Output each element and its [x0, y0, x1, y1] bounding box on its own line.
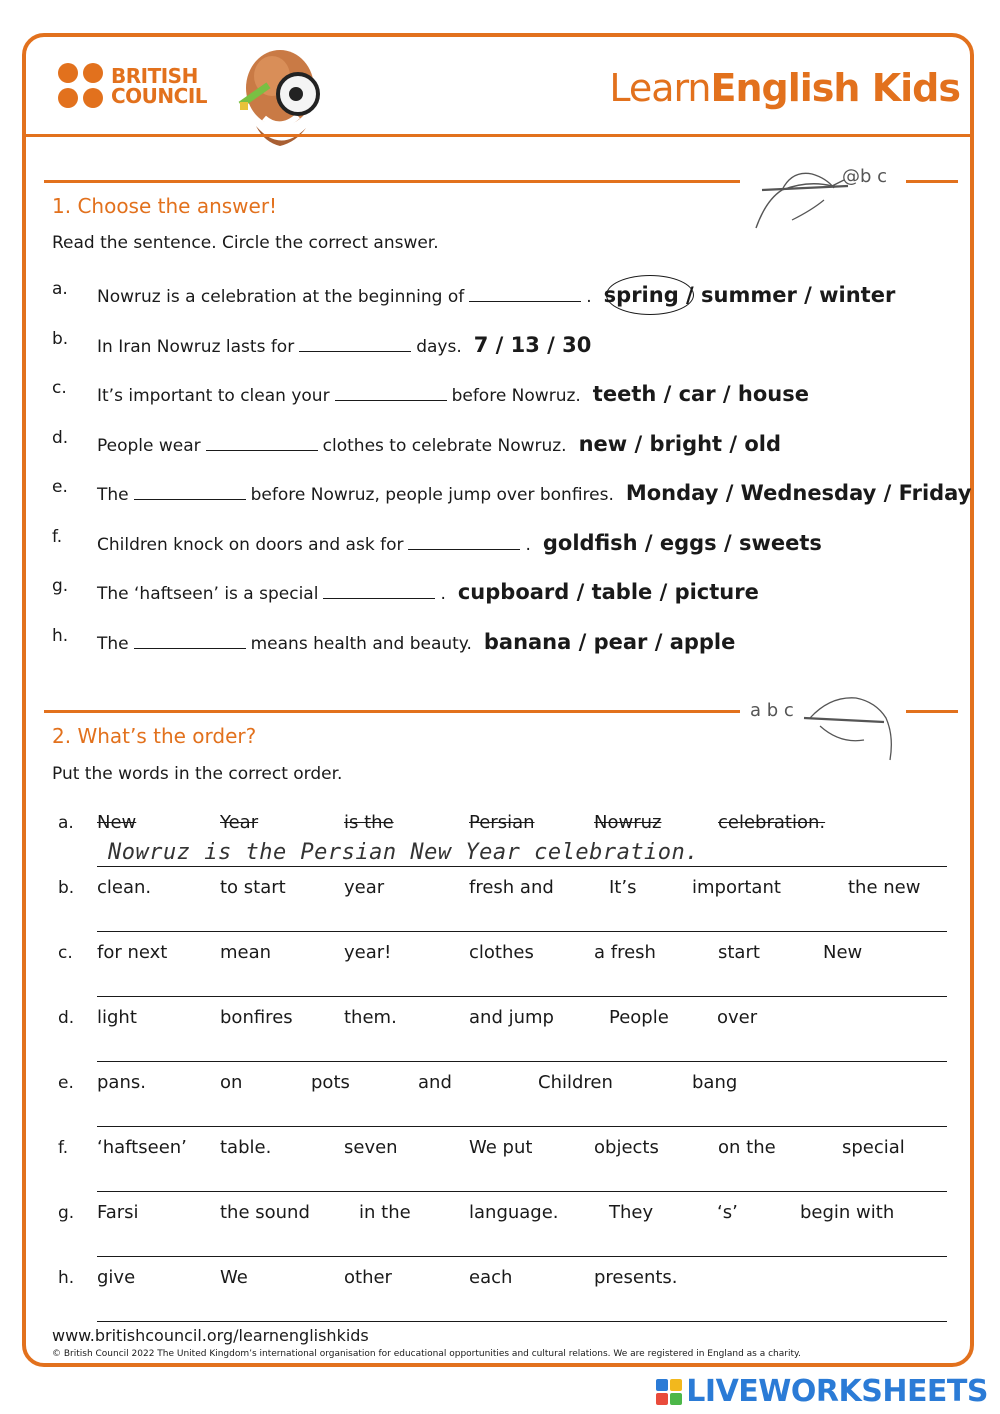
word-chip[interactable]: We: [220, 1267, 248, 1288]
word-chip[interactable]: mean: [220, 942, 272, 963]
word-chip[interactable]: New: [97, 812, 137, 833]
order-row-letter: d.: [58, 1008, 75, 1028]
order-row-letter: f.: [58, 1138, 69, 1158]
word-chip[interactable]: the new: [848, 877, 921, 898]
answer-blank[interactable]: [469, 287, 581, 302]
example-answer: Nowruz is the Persian New Year celebration.: [108, 840, 700, 865]
word-chip[interactable]: clean.: [97, 877, 152, 898]
logo-learn: Learn: [609, 66, 711, 110]
word-chip[interactable]: on: [220, 1072, 243, 1093]
question-text-before: Nowruz is a celebration at the beginning of: [97, 287, 465, 307]
word-chip[interactable]: We put: [469, 1137, 533, 1158]
word-chip[interactable]: begin with: [800, 1202, 895, 1223]
word-chip[interactable]: ‘s’: [717, 1202, 738, 1223]
question-text-after: before Nowruz, people jump over bonfires.: [250, 485, 614, 505]
question-row: [97, 580, 759, 604]
footer-copyright: © British Council 2022 The United Kingdom’s international organisation for educational opportunities and cultural relations. We are registered in England as a charity.: [52, 1349, 801, 1359]
question-row: [97, 432, 781, 456]
logo-english-kids: English Kids: [710, 66, 960, 110]
answer-blank[interactable]: [134, 485, 246, 500]
answer-options[interactable]: spring / summer / winter: [603, 283, 896, 307]
word-chip[interactable]: and jump: [469, 1007, 554, 1028]
brand-line1: BRITISH: [111, 63, 198, 88]
word-chip[interactable]: They: [609, 1202, 654, 1223]
answer-blank[interactable]: [299, 337, 411, 352]
section1-instruction: Read the sentence. Circle the correct answer.: [52, 233, 439, 253]
word-chip[interactable]: objects: [594, 1137, 659, 1158]
word-chip[interactable]: clothes: [469, 942, 534, 963]
section2-hand-letters: a b c: [750, 700, 794, 721]
word-chip[interactable]: Persian: [469, 812, 535, 833]
section1-rule-left: [44, 180, 740, 183]
order-row-letter: a.: [58, 813, 74, 833]
question-row: [97, 382, 809, 406]
word-chip[interactable]: is the: [344, 812, 394, 833]
question-row: [97, 481, 971, 505]
section2-instruction: Put the words in the correct order.: [52, 764, 343, 784]
question-letter: f.: [52, 527, 63, 547]
word-chip[interactable]: a fresh: [594, 942, 656, 963]
word-chip[interactable]: pots: [311, 1072, 350, 1093]
word-chip[interactable]: seven: [344, 1137, 398, 1158]
answer-blank[interactable]: [206, 436, 318, 451]
footer-url[interactable]: www.britishcouncil.org/learnenglishkids: [52, 1326, 369, 1345]
question-letter: a.: [52, 279, 68, 299]
word-chip[interactable]: start: [718, 942, 760, 963]
word-chip[interactable]: and: [418, 1072, 452, 1093]
word-chip[interactable]: to start: [220, 877, 286, 898]
answer-options[interactable]: goldfish / eggs / sweets: [542, 531, 822, 555]
section2-rule-left: [44, 710, 740, 713]
section2-title: 2. What’s the order?: [52, 724, 257, 748]
answer-options[interactable]: teeth / car / house: [592, 382, 809, 406]
answer-line[interactable]: [97, 866, 947, 867]
mascot-magnifier-icon: [236, 46, 332, 154]
question-text-before: People wear: [97, 436, 201, 456]
word-chip[interactable]: pans.: [97, 1072, 146, 1093]
question-text-after: means health and beauty.: [250, 634, 472, 654]
word-chip[interactable]: Nowruz: [594, 812, 662, 833]
word-chip[interactable]: them.: [344, 1007, 397, 1028]
word-chip[interactable]: special: [842, 1137, 905, 1158]
section1-hand-letters: @b c: [842, 166, 888, 187]
order-row-letter: g.: [58, 1203, 75, 1223]
answer-circle: [606, 275, 694, 315]
word-chip[interactable]: other: [344, 1267, 392, 1288]
answer-line[interactable]: [97, 1191, 947, 1192]
british-council-dots-icon: [58, 63, 103, 108]
word-chip[interactable]: give: [97, 1267, 136, 1288]
question-row: [97, 630, 735, 654]
question-row: [97, 283, 895, 307]
question-text-before: The: [97, 485, 129, 505]
question-letter: h.: [52, 626, 69, 646]
answer-line[interactable]: [97, 996, 947, 997]
word-chip[interactable]: It’s: [609, 877, 637, 898]
liveworksheets-icon: [656, 1379, 682, 1405]
section1-rule-right: [906, 180, 958, 183]
word-chip[interactable]: each: [469, 1267, 513, 1288]
liveworksheets-logo: [656, 1374, 988, 1409]
word-chip[interactable]: Farsi: [97, 1202, 139, 1223]
question-letter: c.: [52, 378, 67, 398]
writing-hand-icon: [800, 690, 900, 770]
section2-hand: [800, 690, 900, 774]
answer-blank[interactable]: [408, 535, 520, 550]
answer-blank[interactable]: [323, 584, 435, 599]
question-row: [97, 531, 822, 555]
word-chip[interactable]: on the: [718, 1137, 776, 1158]
question-letter: g.: [52, 576, 69, 596]
section1-title: 1. Choose the answer!: [52, 194, 278, 218]
answer-line[interactable]: [97, 931, 947, 932]
liveworksheets-text: LIVEWORKSHEETS: [686, 1374, 988, 1409]
question-text-after: .: [525, 535, 531, 555]
answer-line[interactable]: [97, 1256, 947, 1257]
answer-options[interactable]: Monday / Wednesday / Friday: [625, 481, 972, 505]
answer-options[interactable]: new / bright / old: [578, 432, 782, 456]
word-chip[interactable]: the sound: [220, 1202, 310, 1223]
answer-blank[interactable]: [134, 634, 246, 649]
question-text-before: It’s important to clean your: [97, 386, 330, 406]
answer-line[interactable]: [97, 1126, 947, 1127]
question-text-after: clothes to celebrate Nowruz.: [322, 436, 567, 456]
word-chip[interactable]: bang: [692, 1072, 738, 1093]
word-chip[interactable]: for next: [97, 942, 168, 963]
question-letter: b.: [52, 329, 69, 349]
word-chip[interactable]: fresh and: [469, 877, 554, 898]
word-chip[interactable]: year: [344, 877, 385, 898]
question-text-before: In Iran Nowruz lasts for: [97, 337, 295, 357]
british-council-logo: [58, 63, 207, 108]
word-chip[interactable]: in the: [359, 1202, 411, 1223]
word-chip[interactable]: New: [823, 942, 863, 963]
brand-line2: COUNCIL: [111, 83, 208, 108]
word-chip[interactable]: important: [692, 877, 781, 898]
word-chip[interactable]: celebration.: [718, 812, 826, 833]
word-chip[interactable]: light: [97, 1007, 137, 1028]
question-text-before: Children knock on doors and ask for: [97, 535, 404, 555]
question-row: [97, 333, 591, 357]
question-text-after: .: [440, 584, 446, 604]
answer-blank[interactable]: [335, 386, 447, 401]
word-chip[interactable]: bonfires: [220, 1007, 293, 1028]
order-row-letter: h.: [58, 1268, 75, 1288]
word-chip[interactable]: over: [717, 1007, 758, 1028]
learnenglish-kids-logo: [609, 66, 960, 110]
word-chip[interactable]: Children: [538, 1072, 613, 1093]
header-divider: [24, 134, 974, 137]
order-row-letter: b.: [58, 878, 75, 898]
word-chip[interactable]: year!: [344, 942, 392, 963]
answer-line[interactable]: [97, 1321, 947, 1322]
word-chip[interactable]: Year: [220, 812, 259, 833]
question-text-after: days.: [416, 337, 462, 357]
question-letter: e.: [52, 477, 68, 497]
question-text-after: .: [586, 287, 592, 307]
answer-options[interactable]: banana / pear / apple: [483, 630, 736, 654]
word-chip[interactable]: table.: [220, 1137, 272, 1158]
section2-rule-right: [906, 710, 958, 713]
order-row-letter: c.: [58, 943, 73, 963]
word-chip[interactable]: People: [609, 1007, 669, 1028]
question-text-before: The: [97, 634, 129, 654]
answer-line[interactable]: [97, 1061, 947, 1062]
answer-options[interactable]: cupboard / table / picture: [457, 580, 759, 604]
order-row-letter: e.: [58, 1073, 74, 1093]
question-letter: d.: [52, 428, 69, 448]
word-chip[interactable]: ‘haftseen’: [97, 1137, 187, 1158]
word-chip[interactable]: presents.: [594, 1267, 678, 1288]
question-text-after: before Nowruz.: [451, 386, 581, 406]
question-text-before: The ‘haftseen’ is a special: [97, 584, 319, 604]
answer-options[interactable]: 7 / 13 / 30: [473, 333, 592, 357]
word-chip[interactable]: language.: [469, 1202, 559, 1223]
